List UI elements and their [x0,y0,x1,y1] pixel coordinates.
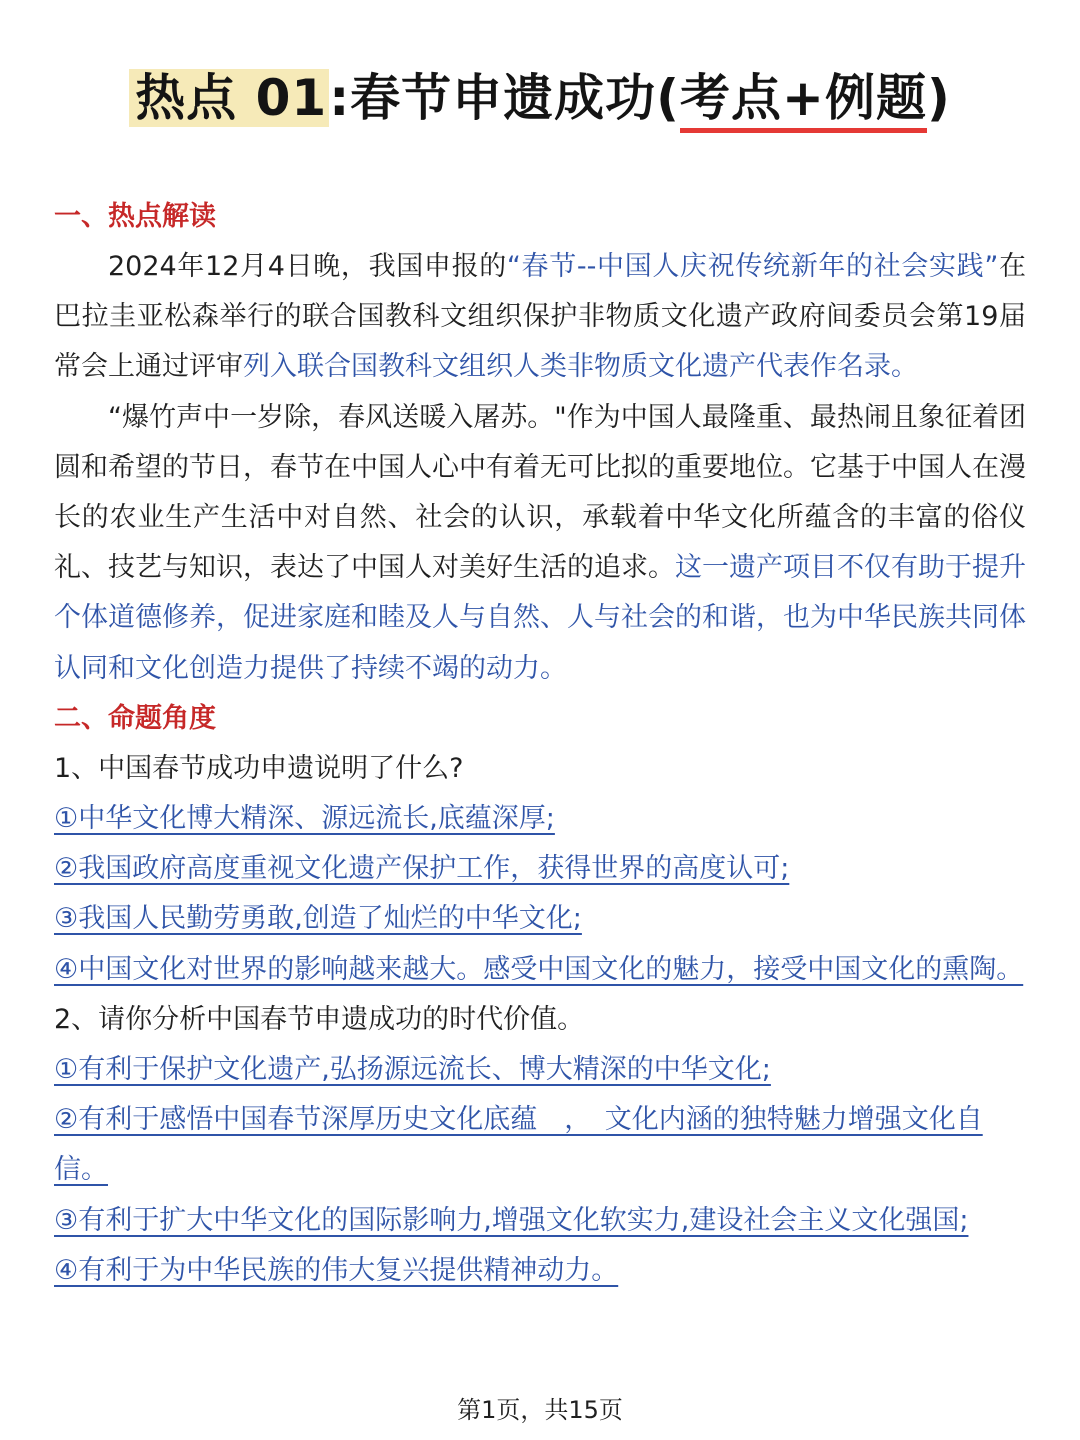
title-highlight: 热点 01 [129,69,329,127]
q1-answer-3: ③我国人民勤劳勇敢,创造了灿烂的中华文化; [54,903,582,935]
question-1: 1、中国春节成功申遗说明了什么? [54,752,464,784]
p1-text-a: 2024年12月4日晚，我国申报的 [108,251,507,282]
section1-paragraph-2 [54,393,1026,694]
page-title [0,62,1080,134]
q1-answer-2: ②我国政府高度重视文化遗产保护工作，获得世界的高度认可; [54,853,790,885]
content-body [54,192,1026,1296]
q2-answer-1: ①有利于保护文化遗产,弘扬源远流长、博大精深的中华文化; [54,1054,771,1086]
title-end: ) [926,69,951,127]
q2-answer-4: ④有利于为中华民族的伟大复兴提供精神动力。 [54,1254,619,1286]
q2-answer-2: ②有利于感悟中国春节深厚历史文化底蕴 ， 文化内涵的独特魅力增强文化自信。 [54,1104,983,1186]
section1-heading: 一、热点解读 [54,201,216,232]
section2-heading: 二、命题角度 [54,702,216,734]
question-2: 2、请你分析中国春节申遗成功的时代价值。 [54,1003,585,1035]
section1-paragraph-1 [54,242,1026,393]
q1-answer-1: ①中华文化博大精深、源远流长,底蕴深厚; [54,803,555,835]
page-number: 第1页，共15页 [457,1396,623,1424]
p1-text-b: “春节--中国人庆祝传统新年的社会实践” [506,251,999,282]
title-middle: :春节申遗成功( [329,69,681,127]
p1-text-d: 列入联合国教科文组织人类非物质文化遗产代表作名录。 [243,351,918,383]
q2-answer-3: ③有利于扩大中华文化的国际影响力,增强文化软实力,建设社会主义文化强国; [54,1204,969,1236]
p2-text-b: 这一遗产项目不仅有助于提升个体道德修养，促进家庭和睦及人与自然、人与社会的和谐，也为中华民族共同体认同和文化创造力提供了持续不竭的动力。 [54,552,1026,684]
p2-text-a: “爆竹声中一岁除，春风送暖入屠苏。"作为中国人最隆重、最热闹且象征着团圆和希望的节日，春节在中国人心中有着无可比拟的重要地位。它基于中国人在漫长的农业生产生活中对自然、社会的认识，承载着中华文化所蕴含的丰富的俗仪礼、技艺与知识，表达了中国人对美好生活的追求。 [54,401,1026,584]
title-underlined: 考点+例题 [680,68,927,133]
q1-answer-4: ④中国文化对世界的影响越来越大。感受中国文化的魅力，接受中国文化的熏陶。 [54,953,1024,985]
p1-text-c: 在巴拉圭亚松森举行的联合国教科文组织保护非物质文化遗产政府间委员会第19届常会上通过评审 [54,251,1027,383]
